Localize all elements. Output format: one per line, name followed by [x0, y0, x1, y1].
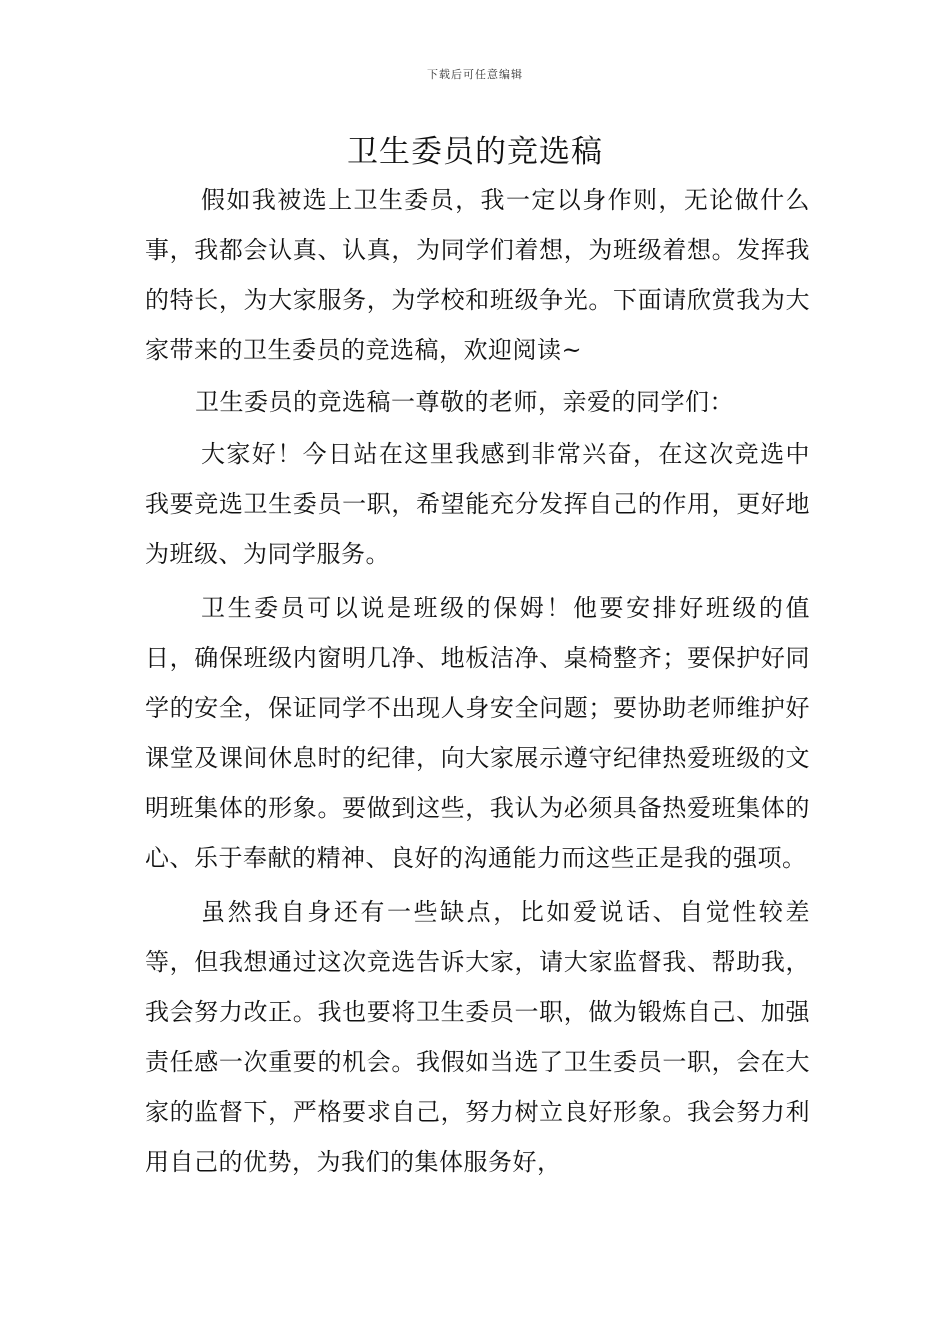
document-body	[145, 175, 810, 1187]
document-title: 卫生委员的竞选稿	[347, 134, 603, 170]
commitment-paragraph: 虽然我自身还有一些缺点，比如爱说话、自觉性较差等，但我想通过这次竞选告诉大家，请大家监督我、帮助我，我会努力改正。我也要将卫生委员一职，做为锻炼自己、加强责任感一次重要的机会。我假如当选了卫生委员一职，会在大家的监督下，严格要求自己，努力树立良好形象。我会努力利用自己的优势，为我们的集体服务好，	[145, 898, 810, 1176]
header-note: 下载后可任意编辑	[427, 68, 523, 81]
intro-paragraph: 假如我被选上卫生委员，我一定以身作则，无论做什么事，我都会认真、认真，为同学们着想，为班级着想。发挥我的特长，为大家服务，为学校和班级争光。下面请欣赏我为大家带来的卫生委员的竞选稿，欢迎阅读~	[145, 186, 810, 364]
salutation-paragraph: 卫生委员的竞选稿一尊敬的老师，亲爱的同学们：	[195, 388, 734, 416]
greeting-paragraph: 大家好！今日站在这里我感到非常兴奋，在这次竞选中我要竞选卫生委员一职，希望能充分发挥自己的作用，更好地为班级、为同学服务。	[145, 440, 810, 568]
duties-paragraph: 卫生委员可以说是班级的保姆！他要安排好班级的值日，确保班级内窗明几净、地板洁净、桌椅整齐；要保护好同学的安全，保证同学不出现人身安全问题；要协助老师维护好课堂及课间休息时的纪律，向大家展示遵守纪律热爱班级的文明班集体的形象。要做到这些，我认为必须具备热爱班集体的心、乐于奉献的精神、良好的沟通能力而这些正是我的强项。	[145, 594, 810, 872]
